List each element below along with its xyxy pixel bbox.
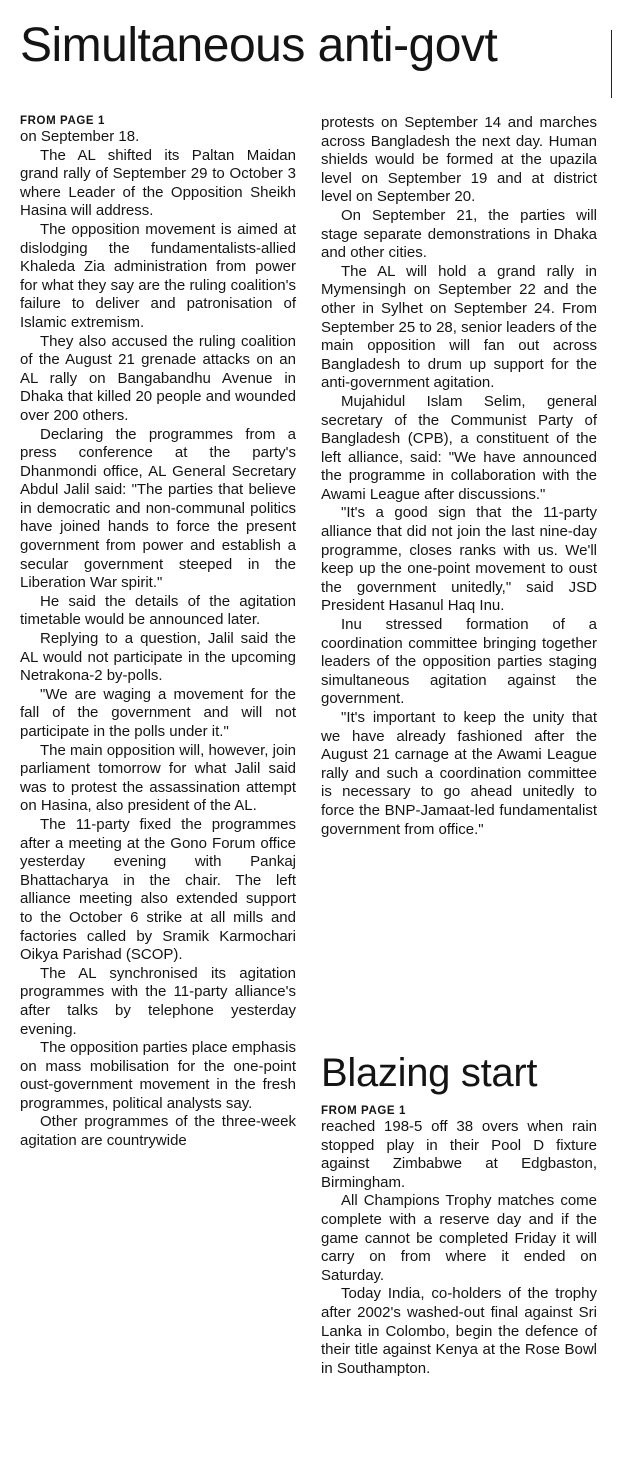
article-right-column [321,114,597,839]
article-paragraph: on September 18. [20,128,140,145]
jump-label: FROM PAGE 1 [20,115,105,127]
article-paragraph: "It's important to keep the unity that we have already fashioned after the August 21 carnage at the Awami League rally and such a coordination committee is necessary to go ahead unitedly to force the BNP-Jamaat-led fundamentalist government from office." [321,709,597,838]
article-paragraph: "We are waging a movement for the fall of the government and will not participate in the polls under it." [20,685,296,740]
article-paragraph: Today India, co-holders of the trophy after 2002's washed-out final against Sri Lanka in Colombo, begin the defence of their title against Kenya at the Rose Bowl in Southampton. [321,1285,597,1377]
article-paragraph: The AL synchronised its agitation programmes with the 11-party alliance's after talks by telephone yesterday evening. [20,964,296,1038]
article-paragraph: All Champions Trophy matches come complete with a reserve day and if the game cannot be completed Friday it will carry on from where it ended on Saturday. [321,1192,597,1284]
article-paragraph: The opposition movement is aimed at dislodging the fundamentalists-allied Khaleda Zia administration from power for what they say are the ruling coalition's failure to deliver and patronisation of Islamic extremism. [20,220,296,331]
article-paragraph: Declaring the programmes from a press conference at the party's Dhanmondi office, AL General Secretary Abdul Jalil said: "The parties that believe in democratic and non-communal politics have joined hands to force the present government from power and establish a secular government steeped in the Liberation War spirit." [20,425,296,592]
article-paragraph: Inu stressed formation of a coordination committee bringing together leaders of the opposition parties staging simultaneous agitation against the government. [321,616,597,708]
article-paragraph: Other programmes of the three-week agitation are countrywide [20,1113,296,1150]
article-headline: Simultaneous anti-govt [20,19,498,72]
article-paragraph: On September 21, the parties will stage separate demonstrations in Dhaka and other cities. [321,206,597,262]
article-paragraph: The AL shifted its Paltan Maidan grand rally of September 29 to October 3 where Leader of the Opposition Sheikh Hasina will address. [20,146,296,220]
article-paragraph: "It's a good sign that the 11-party alliance that did not join the last nine-day programme, closes ranks with us. We'll keep up the one-point movement to oust the government unitedly," said JSD President Hasanul Haq Inu. [321,504,597,615]
article-paragraph: They also accused the ruling coalition of the August 21 grenade attacks on an AL rally on Bangabandhu Avenue in Dhaka that killed 20 people and wounded over 200 others. [20,332,296,424]
article-paragraph: The opposition parties place emphasis on mass mobilisation for the one-point oust-government movement in the fresh programmes, political analysts say. [20,1039,296,1112]
article-paragraph: protests on September 14 and marches across Bangladesh the next day. Human shields would be formed at the upazila level on September 19 and at district level on September 20. [321,114,597,206]
second-article-column [321,1104,597,1378]
article-paragraph: Replying to a question, Jalil said the AL would not participate in the upcoming Netrakona-2 by-polls. [20,630,296,685]
jump-label: FROM PAGE 1 [321,1105,406,1117]
column-divider [611,30,612,98]
article-paragraph: The AL will hold a grand rally in Mymensingh on September 22 and the other in Sylhet on September 24. From September 25 to 28, senior leaders of the main opposition will fan out across Bangladesh to drum up support for the anti-government agitation. [321,262,598,392]
article-paragraph: He said the details of the agitation timetable would be announced later. [20,592,296,629]
article-paragraph: The 11-party fixed the programmes after a meeting at the Gono Forum office yesterday evening with Pankaj Bhattacharya in the chair. The left alliance meeting also extended support to the October 6 strike at all mills and factories called by Sramik Karmochari Oikya Parishad (SCOP). [20,815,296,964]
second-article-headline: Blazing start [321,1051,538,1095]
article-paragraph: The main opposition will, however, join parliament tomorrow for what Jalil said was to protest the assassination attempt on Hasina, also president of the AL. [20,741,296,815]
article-paragraph: Mujahidul Islam Selim, general secretary of the Communist Party of Bangladesh (CPB), a constituent of the left alliance, said: "We have announced the programme in collaboration with the Awami League after discussions." [321,392,597,503]
article-paragraph: reached 198-5 off 38 overs when rain stopped play in their Pool D fixture against Zimbabwe at Edgbaston, Birmingham. [321,1118,597,1191]
article-left-column [20,114,296,1151]
